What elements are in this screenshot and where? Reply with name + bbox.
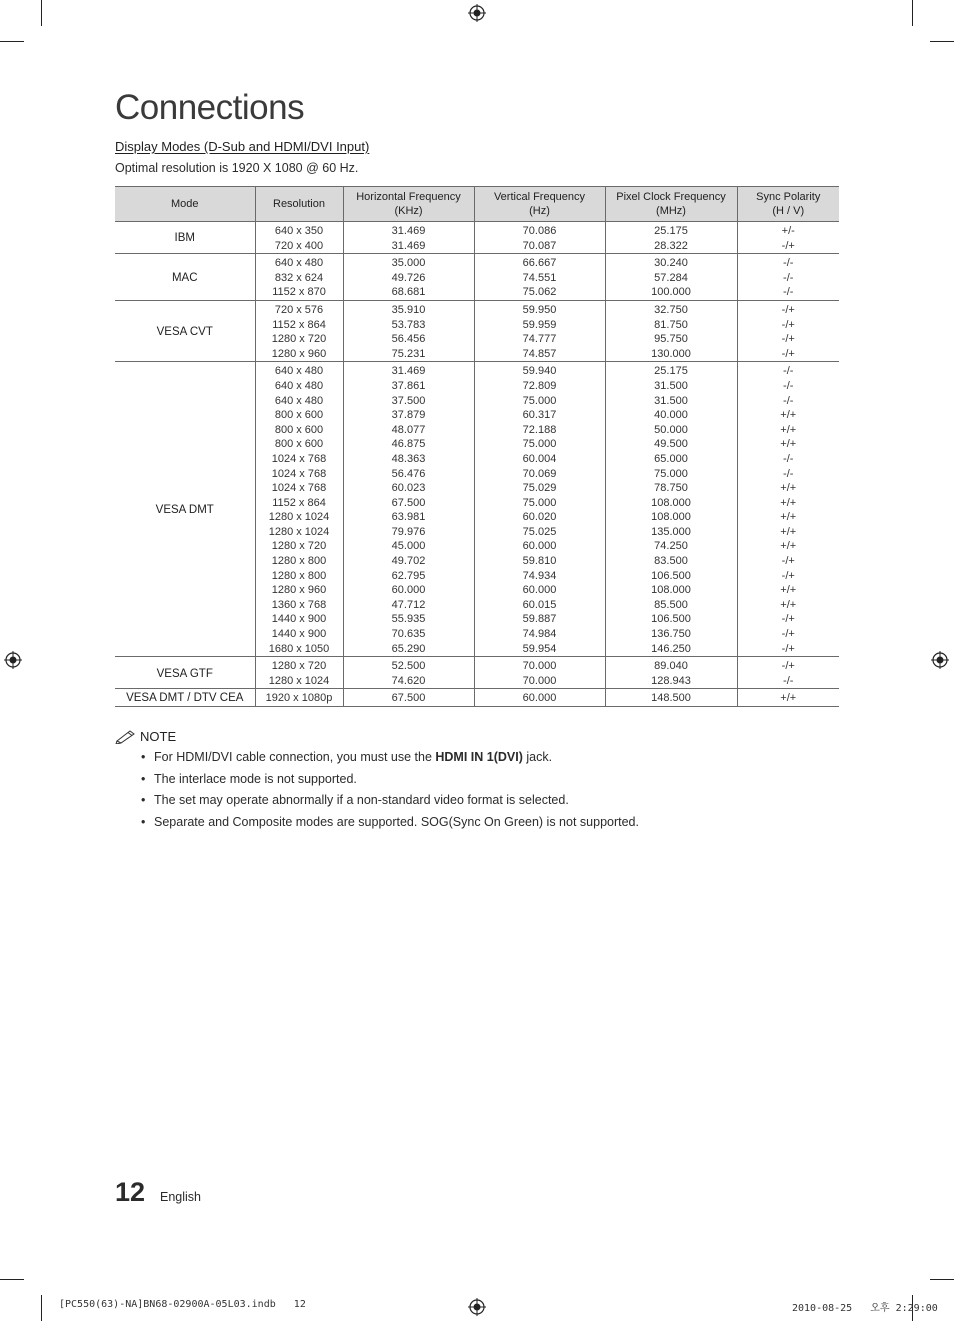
sync-polarity-value: -/- (783, 365, 794, 378)
resolution-value: 1152 x 864 (272, 496, 326, 509)
pixel-clock-value: 25.175 (654, 365, 688, 378)
resolution-value: 640 x 480 (274, 379, 324, 392)
pixel-clock-value: 95.750 (654, 333, 688, 346)
mode-cell: VESA CVT (115, 300, 255, 361)
pixel-clock-value: 108.000 (651, 584, 691, 597)
header-resolution: Resolution (255, 187, 343, 222)
horizontal-frequency-value: 45.000 (391, 540, 426, 553)
note-item (141, 815, 815, 830)
resolution-value: 1280 x 1024 (268, 674, 330, 687)
vertical-frequency-cell (474, 254, 605, 301)
pixel-clock-value: 31.500 (654, 394, 688, 407)
vertical-frequency-value: 72.188 (522, 423, 557, 436)
sync-polarity-cell (737, 689, 839, 707)
vertical-frequency-value: 74.551 (522, 271, 557, 284)
horizontal-frequency-value: 79.976 (391, 525, 426, 538)
pixel-clock-value: 100.000 (651, 286, 691, 299)
resolution-value: 1280 x 1024 (268, 511, 330, 524)
resolution-cell (255, 362, 343, 657)
horizontal-frequency-value: 62.795 (391, 569, 426, 582)
footer-file-info: [PC550(63)-NA]BN68-02900A-05L03.indb 12 (59, 1299, 306, 1310)
vertical-frequency-value: 74.984 (522, 628, 557, 641)
vertical-frequency-cell (474, 689, 605, 707)
horizontal-frequency-value: 35.910 (391, 303, 426, 316)
pixel-clock-value: 50.000 (654, 423, 688, 436)
vertical-frequency-value: 59.887 (522, 613, 557, 626)
sync-polarity-value: +/+ (780, 540, 797, 553)
pixel-clock-value: 25.175 (654, 225, 688, 237)
note-text: The interlace mode is not supported. (154, 771, 357, 786)
crop-mark (41, 0, 42, 26)
resolution-value: 1280 x 1024 (268, 525, 330, 538)
pixel-clock-value: 85.500 (654, 598, 688, 611)
vertical-frequency-value: 75.000 (522, 496, 557, 509)
pixel-clock-value: 30.240 (654, 257, 688, 270)
sync-polarity-value: -/+ (781, 555, 795, 568)
horizontal-frequency-value: 55.935 (391, 613, 426, 626)
vertical-frequency-value: 60.004 (522, 452, 557, 465)
sync-polarity-cell (737, 254, 839, 301)
horizontal-frequency-cell (343, 689, 474, 707)
horizontal-frequency-value: 37.879 (391, 409, 426, 422)
vertical-frequency-value: 59.950 (522, 303, 557, 316)
resolution-cell (255, 254, 343, 301)
resolution-value: 1680 x 1050 (268, 642, 330, 655)
vertical-frequency-value: 75.000 (522, 438, 557, 451)
resolution-value: 1280 x 720 (271, 333, 327, 346)
section-heading: Display Modes (D-Sub and HDMI/DVI Input) (115, 139, 370, 154)
note-list (115, 750, 815, 830)
vertical-frequency-value: 74.857 (522, 347, 557, 360)
sync-polarity-value: -/+ (781, 660, 795, 673)
note-text: The set may operate abnormally if a non-standard video format is selected. (154, 793, 569, 808)
note-heading (115, 728, 815, 744)
resolution-value: 640 x 350 (274, 225, 324, 237)
resolution-value: 1024 x 768 (271, 452, 327, 465)
sync-polarity-value: +/+ (780, 438, 797, 451)
table-row (115, 689, 839, 707)
resolution-value: 1280 x 720 (271, 540, 327, 553)
crop-mark (912, 0, 913, 26)
sync-polarity-value: +/+ (780, 409, 797, 422)
horizontal-frequency-value: 31.469 (391, 225, 426, 237)
resolution-value: 1280 x 720 (271, 660, 327, 673)
sync-polarity-value: -/- (783, 674, 794, 687)
vertical-frequency-value: 74.777 (522, 333, 557, 346)
horizontal-frequency-cell (343, 657, 474, 689)
sync-polarity-value: -/+ (781, 569, 795, 582)
pixel-clock-value: 106.500 (651, 569, 691, 582)
horizontal-frequency-value: 63.981 (391, 511, 426, 524)
pixel-clock-value: 106.500 (651, 613, 691, 626)
pixel-clock-cell (605, 362, 737, 657)
vertical-frequency-cell (474, 300, 605, 361)
horizontal-frequency-cell (343, 222, 474, 254)
pixel-clock-cell (605, 300, 737, 361)
resolution-value: 640 x 480 (274, 394, 324, 407)
sync-polarity-value: -/- (783, 452, 794, 465)
optimal-resolution-text: Optimal resolution is 1920 X 1080 @ 60 Hz. (115, 161, 359, 175)
sync-polarity-value: +/+ (780, 482, 797, 495)
pixel-clock-value: 78.750 (654, 482, 688, 495)
table-header-row (115, 187, 839, 222)
pixel-clock-cell (605, 222, 737, 254)
vertical-frequency-value: 70.087 (522, 239, 557, 252)
sync-polarity-value: +/+ (780, 525, 797, 538)
resolution-value: 1360 x 768 (271, 598, 327, 611)
mode-cell: VESA DMT (115, 362, 255, 657)
pixel-clock-value: 40.000 (654, 409, 688, 422)
resolution-value: 1152 x 864 (272, 318, 326, 331)
vertical-frequency-cell (474, 362, 605, 657)
table-row (115, 657, 839, 689)
sync-polarity-value: +/- (781, 225, 795, 237)
vertical-frequency-value: 75.025 (522, 525, 557, 538)
sync-polarity-value: +/+ (780, 423, 797, 436)
vertical-frequency-value: 59.959 (522, 318, 557, 331)
horizontal-frequency-value: 46.875 (391, 438, 426, 451)
resolution-value: 1280 x 800 (271, 569, 327, 582)
sync-polarity-value: +/+ (780, 584, 797, 597)
pixel-clock-value: 49.500 (654, 438, 688, 451)
vertical-frequency-value: 72.809 (522, 379, 557, 392)
vertical-frequency-value: 70.086 (522, 225, 557, 237)
mode-cell: IBM (115, 222, 255, 254)
horizontal-frequency-value: 74.620 (391, 674, 426, 687)
pixel-clock-value: 74.250 (654, 540, 688, 553)
note-item (141, 793, 815, 808)
pixel-clock-value: 32.750 (654, 303, 688, 316)
footer-timestamp: 2010-08-25 오후 2:29:00 (792, 1303, 938, 1314)
sync-polarity-value: -/- (783, 394, 794, 407)
table-row (115, 254, 839, 301)
horizontal-frequency-value: 56.476 (391, 467, 426, 480)
pixel-clock-value: 65.000 (654, 452, 688, 465)
registration-mark-icon (468, 4, 486, 22)
sync-polarity-value: -/+ (781, 347, 795, 360)
crop-mark (930, 41, 954, 42)
sync-polarity-value: -/+ (781, 303, 795, 316)
horizontal-frequency-value: 70.635 (391, 628, 426, 641)
vertical-frequency-value: 66.667 (522, 257, 557, 270)
pixel-clock-value: 135.000 (651, 525, 691, 538)
sync-polarity-value: -/- (783, 467, 794, 480)
crop-mark (41, 1295, 42, 1321)
resolution-cell (255, 657, 343, 689)
vertical-frequency-value: 70.000 (522, 660, 557, 673)
page-title: Connections (115, 88, 305, 127)
resolution-value: 800 x 600 (274, 423, 324, 436)
sync-polarity-value: +/+ (780, 511, 797, 524)
horizontal-frequency-value: 49.726 (391, 271, 426, 284)
horizontal-frequency-cell (343, 254, 474, 301)
sync-polarity-cell (737, 657, 839, 689)
pixel-clock-value: 89.040 (654, 660, 688, 673)
sync-polarity-value: -/- (783, 271, 794, 284)
sync-polarity-value: +/+ (780, 598, 797, 611)
sync-polarity-value: -/+ (781, 333, 795, 346)
pencil-icon (115, 728, 137, 744)
resolution-value: 640 x 480 (274, 365, 324, 378)
horizontal-frequency-value: 65.290 (391, 642, 426, 655)
horizontal-frequency-value: 75.231 (391, 347, 426, 360)
resolution-cell (255, 222, 343, 254)
vertical-frequency-value: 60.000 (522, 692, 557, 705)
table-row (115, 300, 839, 361)
horizontal-frequency-value: 37.861 (391, 379, 426, 392)
sync-polarity-cell (737, 222, 839, 254)
table-row (115, 222, 839, 254)
vertical-frequency-value: 60.000 (522, 584, 557, 597)
sync-polarity-value: -/+ (781, 318, 795, 331)
resolution-value: 1280 x 800 (271, 555, 327, 568)
resolution-cell (255, 300, 343, 361)
crop-mark (930, 1279, 954, 1280)
vertical-frequency-value: 75.029 (522, 482, 557, 495)
resolution-value: 640 x 480 (274, 257, 324, 270)
note-label: NOTE (140, 728, 177, 744)
sync-polarity-value: -/- (783, 379, 794, 392)
crop-mark (0, 41, 24, 42)
pixel-clock-value: 128.943 (651, 674, 691, 687)
horizontal-frequency-value: 56.456 (391, 333, 426, 346)
header-sync-polarity: Sync Polarity (H / V) (737, 187, 839, 222)
pixel-clock-cell (605, 254, 737, 301)
mode-cell: MAC (115, 254, 255, 301)
resolution-value: 800 x 600 (274, 409, 324, 422)
sync-polarity-cell (737, 300, 839, 361)
note-text: For HDMI/DVI cable connection, you must use the (154, 750, 436, 764)
horizontal-frequency-value: 48.077 (391, 423, 426, 436)
vertical-frequency-value: 75.000 (522, 394, 557, 407)
resolution-value: 1440 x 900 (271, 628, 327, 641)
pixel-clock-value: 108.000 (651, 496, 691, 509)
horizontal-frequency-cell (343, 362, 474, 657)
pixel-clock-value: 28.322 (654, 239, 688, 252)
vertical-frequency-value: 75.062 (522, 286, 557, 299)
sync-polarity-value: -/+ (781, 239, 795, 252)
vertical-frequency-value: 60.020 (522, 511, 557, 524)
vertical-frequency-value: 60.000 (522, 540, 557, 553)
resolution-value: 1024 x 768 (271, 467, 327, 480)
registration-mark-icon (4, 651, 22, 669)
note-item (141, 772, 815, 787)
horizontal-frequency-cell (343, 300, 474, 361)
header-pixel-clock: Pixel Clock Frequency (MHz) (605, 187, 737, 222)
note-text: jack. (522, 750, 553, 764)
vertical-frequency-value: 59.940 (522, 365, 557, 378)
resolution-value: 1440 x 900 (271, 613, 327, 626)
resolution-value: 1280 x 960 (271, 347, 327, 360)
mode-cell: VESA DMT / DTV CEA (115, 689, 255, 707)
header-mode: Mode (115, 187, 255, 222)
resolution-value: 1920 x 1080p (265, 692, 333, 705)
sync-polarity-value: -/+ (781, 628, 795, 641)
sync-polarity-value: +/+ (780, 496, 797, 509)
note-text: Separate and Composite modes are supported. SOG(Sync On Green) is not supported. (154, 814, 639, 829)
resolution-value: 832 x 624 (274, 271, 324, 284)
horizontal-frequency-value: 67.500 (391, 692, 426, 705)
pixel-clock-value: 148.500 (651, 692, 691, 705)
page-language: English (160, 1190, 201, 1204)
vertical-frequency-value: 70.069 (522, 467, 557, 480)
vertical-frequency-value: 59.954 (522, 642, 557, 655)
pixel-clock-value: 57.284 (654, 271, 688, 284)
horizontal-frequency-value: 31.469 (391, 239, 426, 252)
horizontal-frequency-value: 68.681 (391, 286, 426, 299)
sync-polarity-value: -/- (783, 257, 794, 270)
sync-polarity-value: -/+ (781, 613, 795, 626)
resolution-value: 720 x 400 (274, 239, 324, 252)
horizontal-frequency-value: 47.712 (391, 598, 426, 611)
vertical-frequency-cell (474, 222, 605, 254)
horizontal-frequency-value: 48.363 (391, 452, 426, 465)
pixel-clock-value: 31.500 (654, 379, 688, 392)
horizontal-frequency-value: 60.023 (391, 482, 426, 495)
pixel-clock-value: 108.000 (651, 511, 691, 524)
pixel-clock-value: 130.000 (651, 347, 691, 360)
header-horizontal-frequency: Horizontal Frequency (KHz) (343, 187, 474, 222)
note-emphasis: HDMI IN 1(DVI) (435, 750, 523, 764)
note-section (115, 728, 815, 836)
horizontal-frequency-value: 60.000 (391, 584, 426, 597)
sync-polarity-cell (737, 362, 839, 657)
pixel-clock-value: 75.000 (654, 467, 688, 480)
mode-cell: VESA GTF (115, 657, 255, 689)
pixel-clock-value: 83.500 (654, 555, 688, 568)
sync-polarity-value: -/+ (781, 642, 795, 655)
resolution-value: 800 x 600 (274, 438, 324, 451)
vertical-frequency-value: 60.317 (522, 409, 557, 422)
display-modes-table (115, 186, 839, 707)
horizontal-frequency-value: 67.500 (391, 496, 426, 509)
resolution-value: 1024 x 768 (271, 482, 327, 495)
horizontal-frequency-value: 35.000 (391, 257, 426, 270)
table-row (115, 362, 839, 657)
horizontal-frequency-value: 37.500 (391, 394, 426, 407)
vertical-frequency-value: 59.810 (522, 555, 557, 568)
vertical-frequency-value: 74.934 (522, 569, 557, 582)
sync-polarity-value: -/- (783, 286, 794, 299)
vertical-frequency-cell (474, 657, 605, 689)
page-number: 12 (115, 1177, 146, 1207)
registration-mark-icon (468, 1298, 486, 1316)
pixel-clock-cell (605, 657, 737, 689)
vertical-frequency-value: 70.000 (522, 674, 557, 687)
resolution-value: 1152 x 870 (272, 286, 326, 299)
registration-mark-icon (931, 651, 949, 669)
horizontal-frequency-value: 53.783 (391, 318, 426, 331)
pixel-clock-value: 81.750 (654, 318, 688, 331)
header-vertical-frequency: Vertical Frequency (Hz) (474, 187, 605, 222)
resolution-value: 1280 x 960 (271, 584, 327, 597)
crop-mark (0, 1279, 24, 1280)
vertical-frequency-value: 60.015 (522, 598, 557, 611)
horizontal-frequency-value: 52.500 (391, 660, 426, 673)
pixel-clock-value: 136.750 (651, 628, 691, 641)
resolution-value: 720 x 576 (274, 303, 324, 316)
horizontal-frequency-value: 49.702 (391, 555, 426, 568)
pixel-clock-value: 146.250 (651, 642, 691, 655)
sync-polarity-value: +/+ (780, 692, 797, 705)
resolution-cell (255, 689, 343, 707)
horizontal-frequency-value: 31.469 (391, 365, 426, 378)
pixel-clock-cell (605, 689, 737, 707)
note-item (141, 750, 815, 765)
